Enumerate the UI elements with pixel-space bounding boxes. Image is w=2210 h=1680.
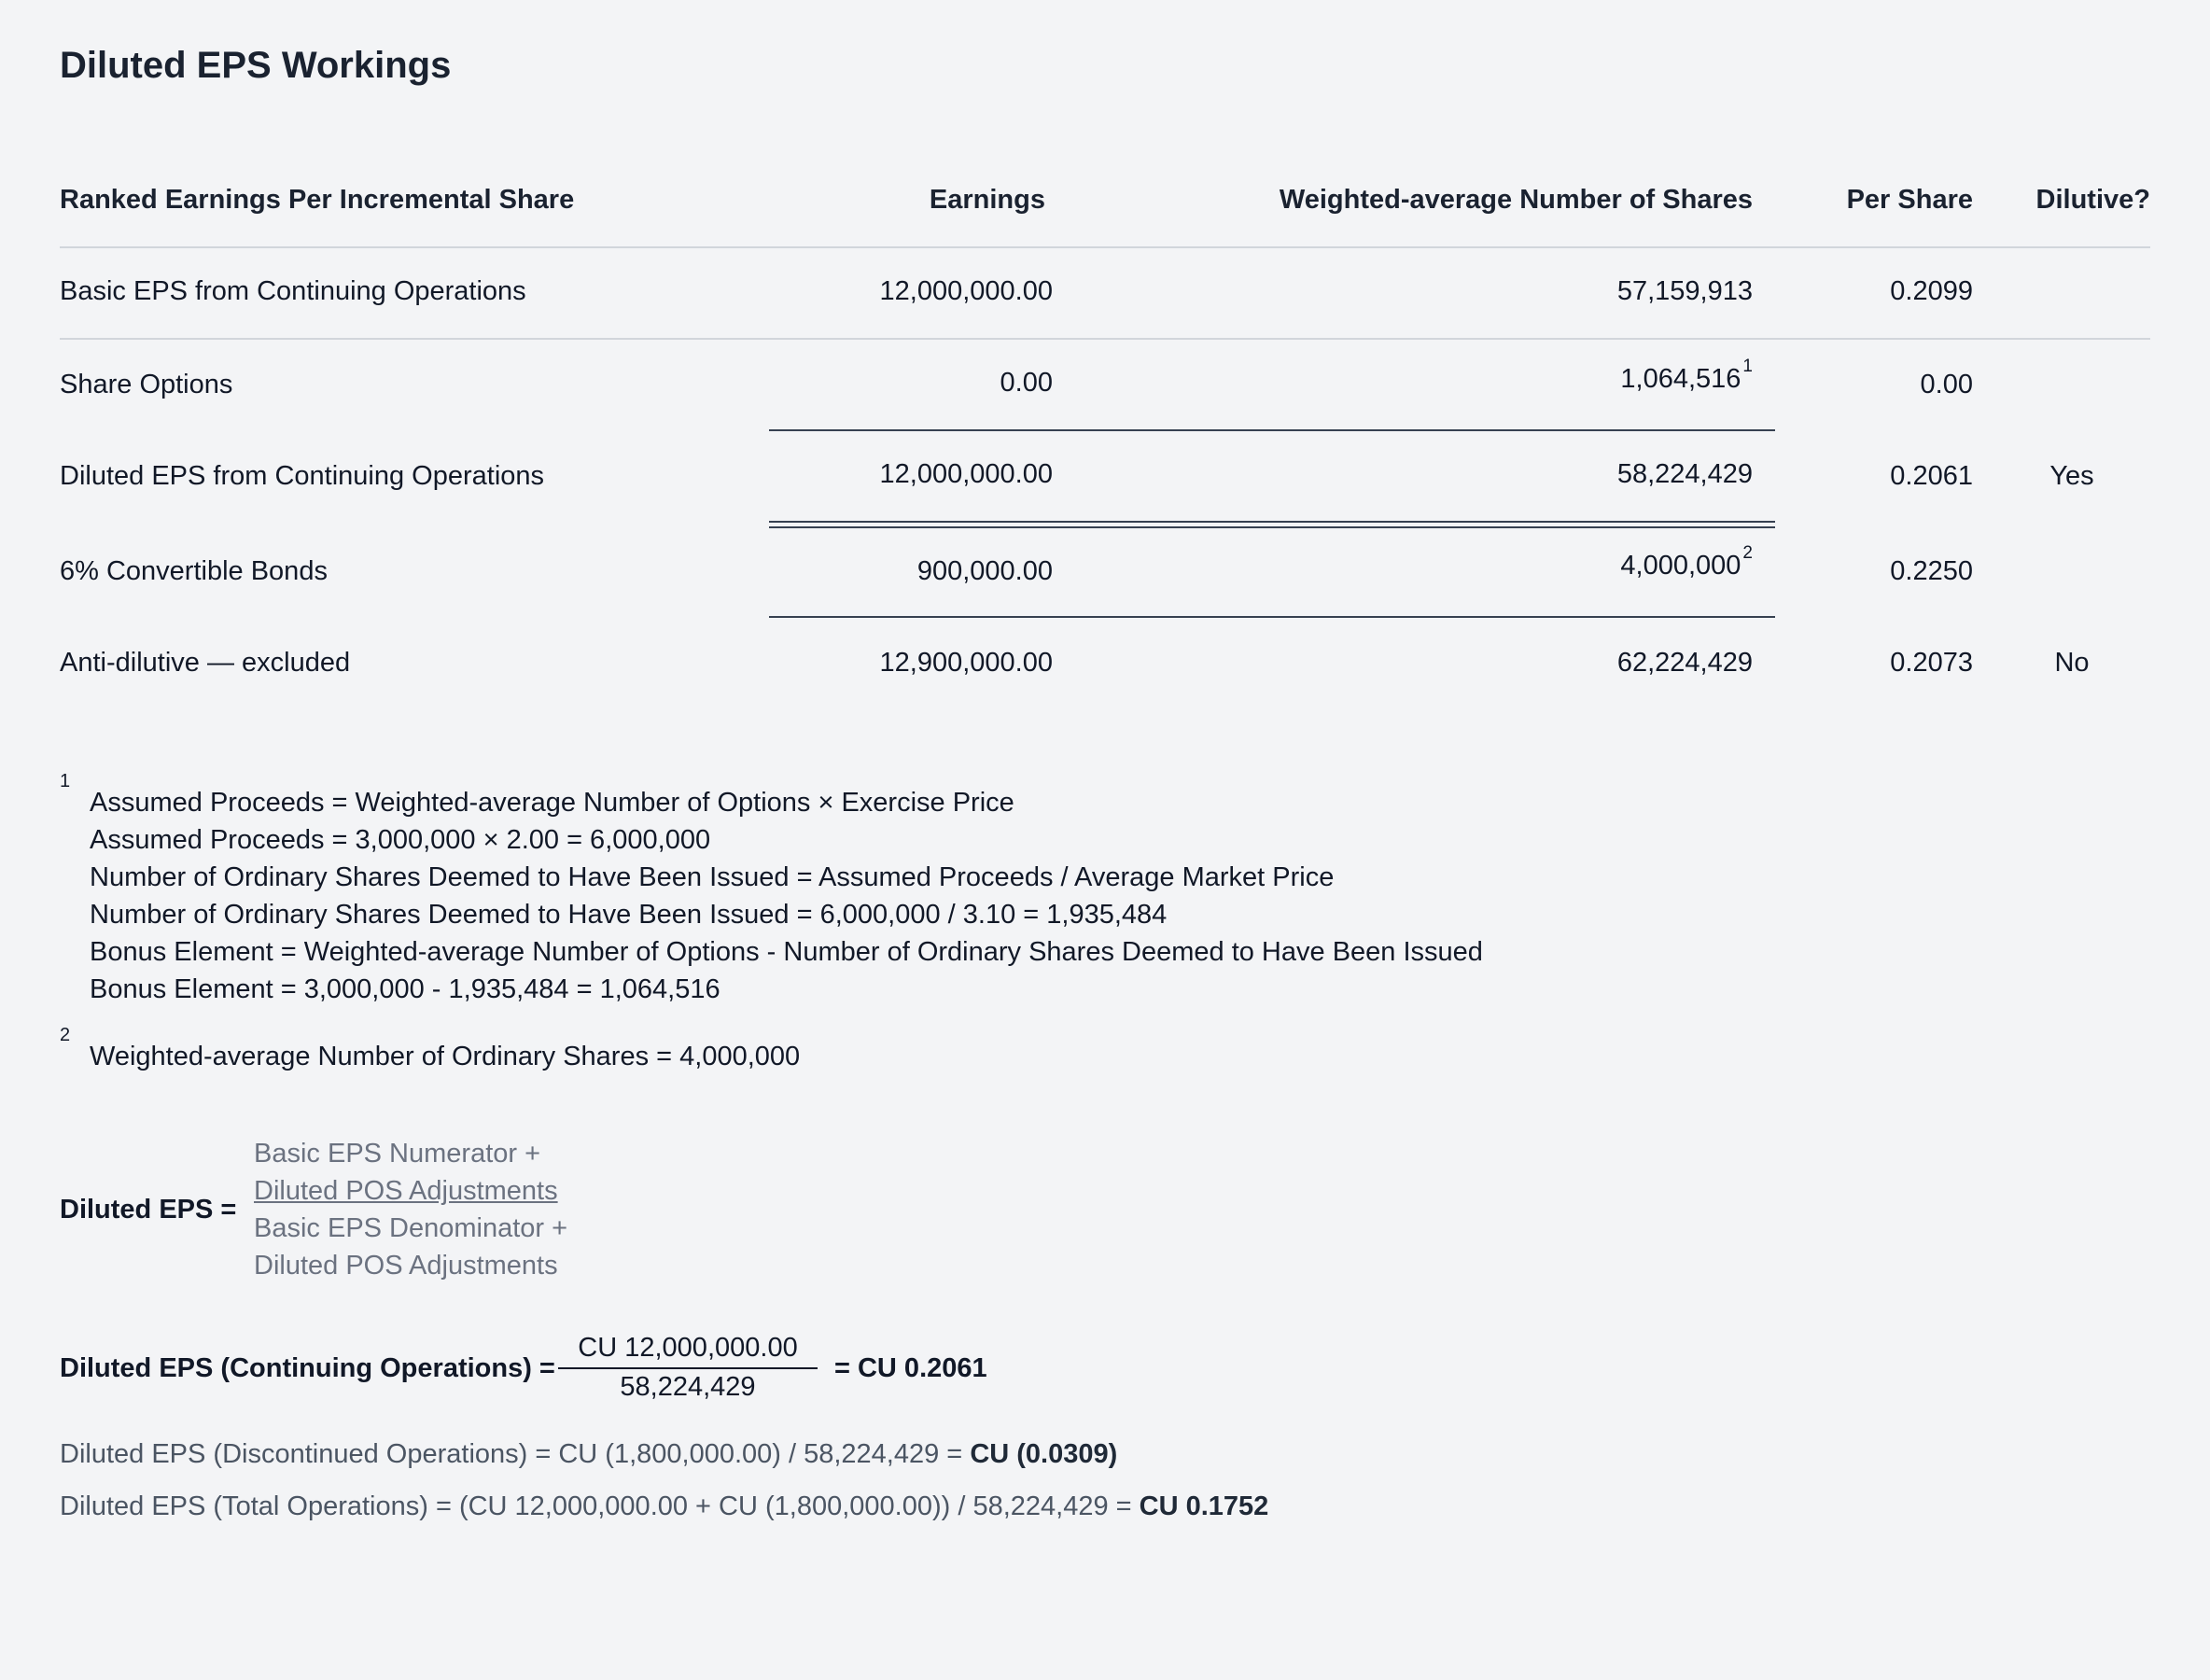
row-item: Anti‑dilutive — excluded (60, 648, 351, 678)
col-header-earnings: Earnings (929, 185, 1045, 215)
row-earnings: 900,000.00 (916, 556, 1053, 586)
col-header-per-share: Per Share (1846, 185, 1973, 215)
discontinued-result: CU (0.0309) (970, 1439, 1118, 1469)
subtotal-line (769, 616, 1775, 618)
footnote-ref-2: 2 (1742, 543, 1753, 563)
footnote-line: Assumed Proceeds = 3,000,000 × 2.00 = 6,000,000 (90, 825, 711, 855)
row-earnings: 12,000,000.00 (879, 276, 1053, 306)
row-per-share: 0.2099 (1890, 276, 1973, 306)
row-earnings: 0.00 (1000, 368, 1053, 398)
fraction-bar (558, 1367, 818, 1369)
row-item: Diluted EPS from Continuing Operations (60, 461, 545, 491)
subtotal-line (769, 429, 1775, 431)
footnote-mark: 1 (60, 771, 71, 791)
page-title: Diluted EPS Workings (60, 45, 452, 86)
footnote-line: Weighted‑average Number of Ordinary Shares = 4,000,000 (90, 1042, 801, 1071)
continuing-result: = CU 0.2061 (834, 1353, 987, 1383)
row-earnings: 12,000,000.00 (879, 459, 1053, 489)
row-dilutive: Yes (2049, 461, 2094, 491)
formula-denominator-line-2: Diluted POS Adjustments (254, 1251, 558, 1281)
row-dilutive: No (2054, 648, 2090, 678)
discontinued-calculation: Diluted EPS (Discontinued Operations) = CU (1,800,000.00) / 58,224,429 = CU (0.0309) (60, 1439, 1118, 1469)
row-item: Share Options (60, 370, 233, 399)
formula-denominator-line-1: Basic EPS Denominator + (254, 1213, 568, 1243)
total-calculation: Diluted EPS (Total Operations) = (CU 12,000,000.00 + CU (1,800,000.00)) / 58,224,429 = CU 0.1752 (60, 1491, 1269, 1521)
row-earnings: 12,900,000.00 (879, 648, 1053, 678)
row-item: Basic EPS from Continuing Operations (60, 276, 526, 306)
footnote-line: Bonus Element = 3,000,000 ‑ 1,935,484 = 1,064,516 (90, 974, 720, 1004)
total-result: CU 0.1752 (1139, 1491, 1269, 1521)
row-per-share: 0.2250 (1890, 556, 1973, 586)
row-item: 6% Convertible Bonds (60, 556, 328, 586)
row-shares: 4,000,000 $^2$ (1620, 543, 1753, 581)
row-per-share: 0.00 (1920, 370, 1973, 399)
row-shares: 62,224,429 (1616, 648, 1753, 678)
footnote-line: Assumed Proceeds = Weighted‑average Number of Options × Exercise Price (90, 788, 1014, 818)
col-header-shares: Weighted‑average Number of Shares (1279, 185, 1753, 215)
continuing-numerator: CU 12,000,000.00 (578, 1333, 798, 1363)
row-divider (60, 338, 2150, 340)
double-line-top (769, 521, 1775, 523)
row-shares: 57,159,913 (1616, 276, 1753, 306)
formula-numerator-line-2: Diluted POS Adjustments (254, 1176, 558, 1206)
footnote-mark: 2 (60, 1025, 71, 1045)
header-divider (60, 246, 2150, 248)
row-per-share: 0.2061 (1890, 461, 1973, 491)
row-shares: 58,224,429 (1616, 459, 1753, 489)
col-header-dilutive: Dilutive? (2035, 185, 2150, 215)
col-header-item: Ranked Earnings Per Incremental Share (60, 185, 575, 215)
continuing-denominator: 58,224,429 (620, 1372, 756, 1402)
footnote-line: Number of Ordinary Shares Deemed to Have Been Issued = Assumed Proceeds / Average Market Price (90, 862, 1335, 892)
footnote-line: Number of Ordinary Shares Deemed to Have Been Issued = 6,000,000 / 3.10 = 1,935,484 (90, 900, 1168, 930)
row-per-share: 0.2073 (1890, 648, 1973, 678)
formula-numerator-line-1: Basic EPS Numerator + (254, 1139, 541, 1169)
footnote-ref-1: 1 (1742, 357, 1753, 376)
footnote-line: Bonus Element = Weighted‑average Number of Options ‑ Number of Ordinary Shares Deemed to Have Been Issued (90, 937, 1483, 967)
formula-label: Diluted EPS = (60, 1195, 237, 1225)
continuing-label: Diluted EPS (Continuing Operations) = (60, 1353, 555, 1383)
double-line-bottom (769, 526, 1775, 528)
row-shares: 1,064,516 $^1$ (1620, 357, 1753, 394)
